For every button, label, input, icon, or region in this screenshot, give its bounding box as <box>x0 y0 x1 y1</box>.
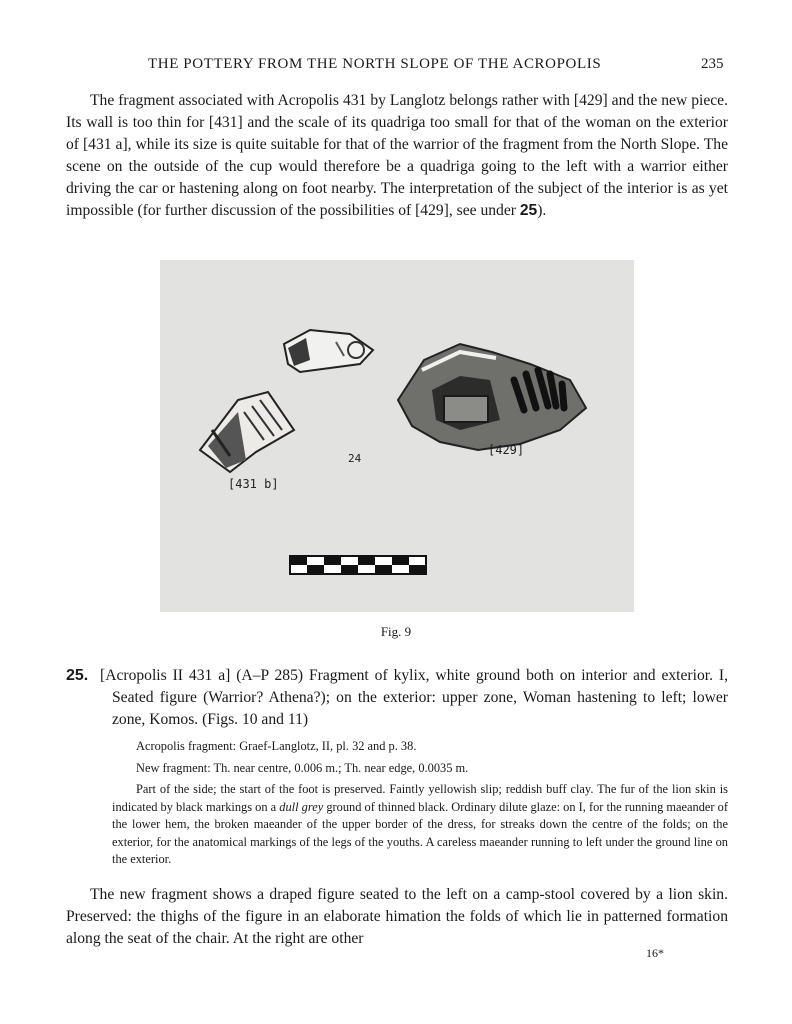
entry-notes <box>112 738 728 869</box>
label-429: [429] <box>488 443 525 457</box>
closing-text: The new fragment shows a draped figure seated to the left on a camp-stool covered by a lion skin. Preserved: the thighs of the figure in an elaborate himation the folds of which lie in patterned formation along the seat of the chair. At the right are other <box>66 886 728 947</box>
note-description-text-end: ground of thinned black. Ordinary dilute glaze: on I, for the running maeander of the lower hem, the broken maeander of the upper border of the dress, for streaks down the centre of the folds; on the exterior, for the anatomical markings of the legs of the youths. A careless maeander running to left under the ground line on the exterior. <box>112 799 728 866</box>
entry-number: 25. <box>66 667 89 684</box>
note-description-emphasis: dull grey <box>279 799 324 814</box>
running-title: THE POTTERY FROM THE NORTH SLOPE OF THE ACROPOLIS <box>148 56 602 72</box>
cross-reference: 25 <box>519 202 538 219</box>
note-acropolis-fragment: Acropolis fragment: Graef-Langlotz, II, pl. 32 and p. 38. <box>136 739 417 753</box>
note-description-text: Part of the side; the start of the foot is preserved. Faintly yellowish slip; reddish buff clay. The fur of the lion skin is indicated by black markings on a <box>112 782 728 814</box>
intro-text: The fragment associated with Acropolis 431 by Langlotz belongs rather with [429] and the new piece. Its wall is too thin for [431] and the scale of its quadriga too small for that of the woman on the exterior of [431 a], while its size is quite suitable for that of the warrior of the fragment from the North Slope. The scene on the outside of the cup would therefore be a quadriga going to the left with a warrior either driving the car or hastening along on foot nearby. The interpretation of the subject of the interior is as yet impossible (for further discussion of the possibilities of [429], see under <box>66 92 728 219</box>
note-description <box>112 781 728 869</box>
entry-text: [Acropolis II 431 a] (A–P 285) Fragment of kylix, white ground both on interior and exterior. I, Seated figure (Warrior? Athena?); on the exterior: upper zone, Woman hastening to left; lower zone, Komos. (Figs. 10 and 11) <box>100 667 728 728</box>
pottery-fragments-photo <box>160 260 634 612</box>
intro-paragraph <box>66 90 728 222</box>
scale-bar <box>290 556 426 574</box>
figure-photograph <box>160 260 634 612</box>
figure-caption: Fig. 9 <box>380 624 412 639</box>
note-new-fragment: New fragment: Th. near centre, 0.006 m.; Th. near edge, 0.0035 m. <box>136 760 469 775</box>
intro-text-end: ). <box>537 202 547 219</box>
label-431b: [431 b] <box>228 477 279 491</box>
page-number: 235 <box>701 56 724 72</box>
catalogue-entry <box>66 665 728 731</box>
label-24: 24 <box>348 452 362 465</box>
signature-mark: 16* <box>646 946 664 960</box>
closing-paragraph <box>66 884 728 950</box>
